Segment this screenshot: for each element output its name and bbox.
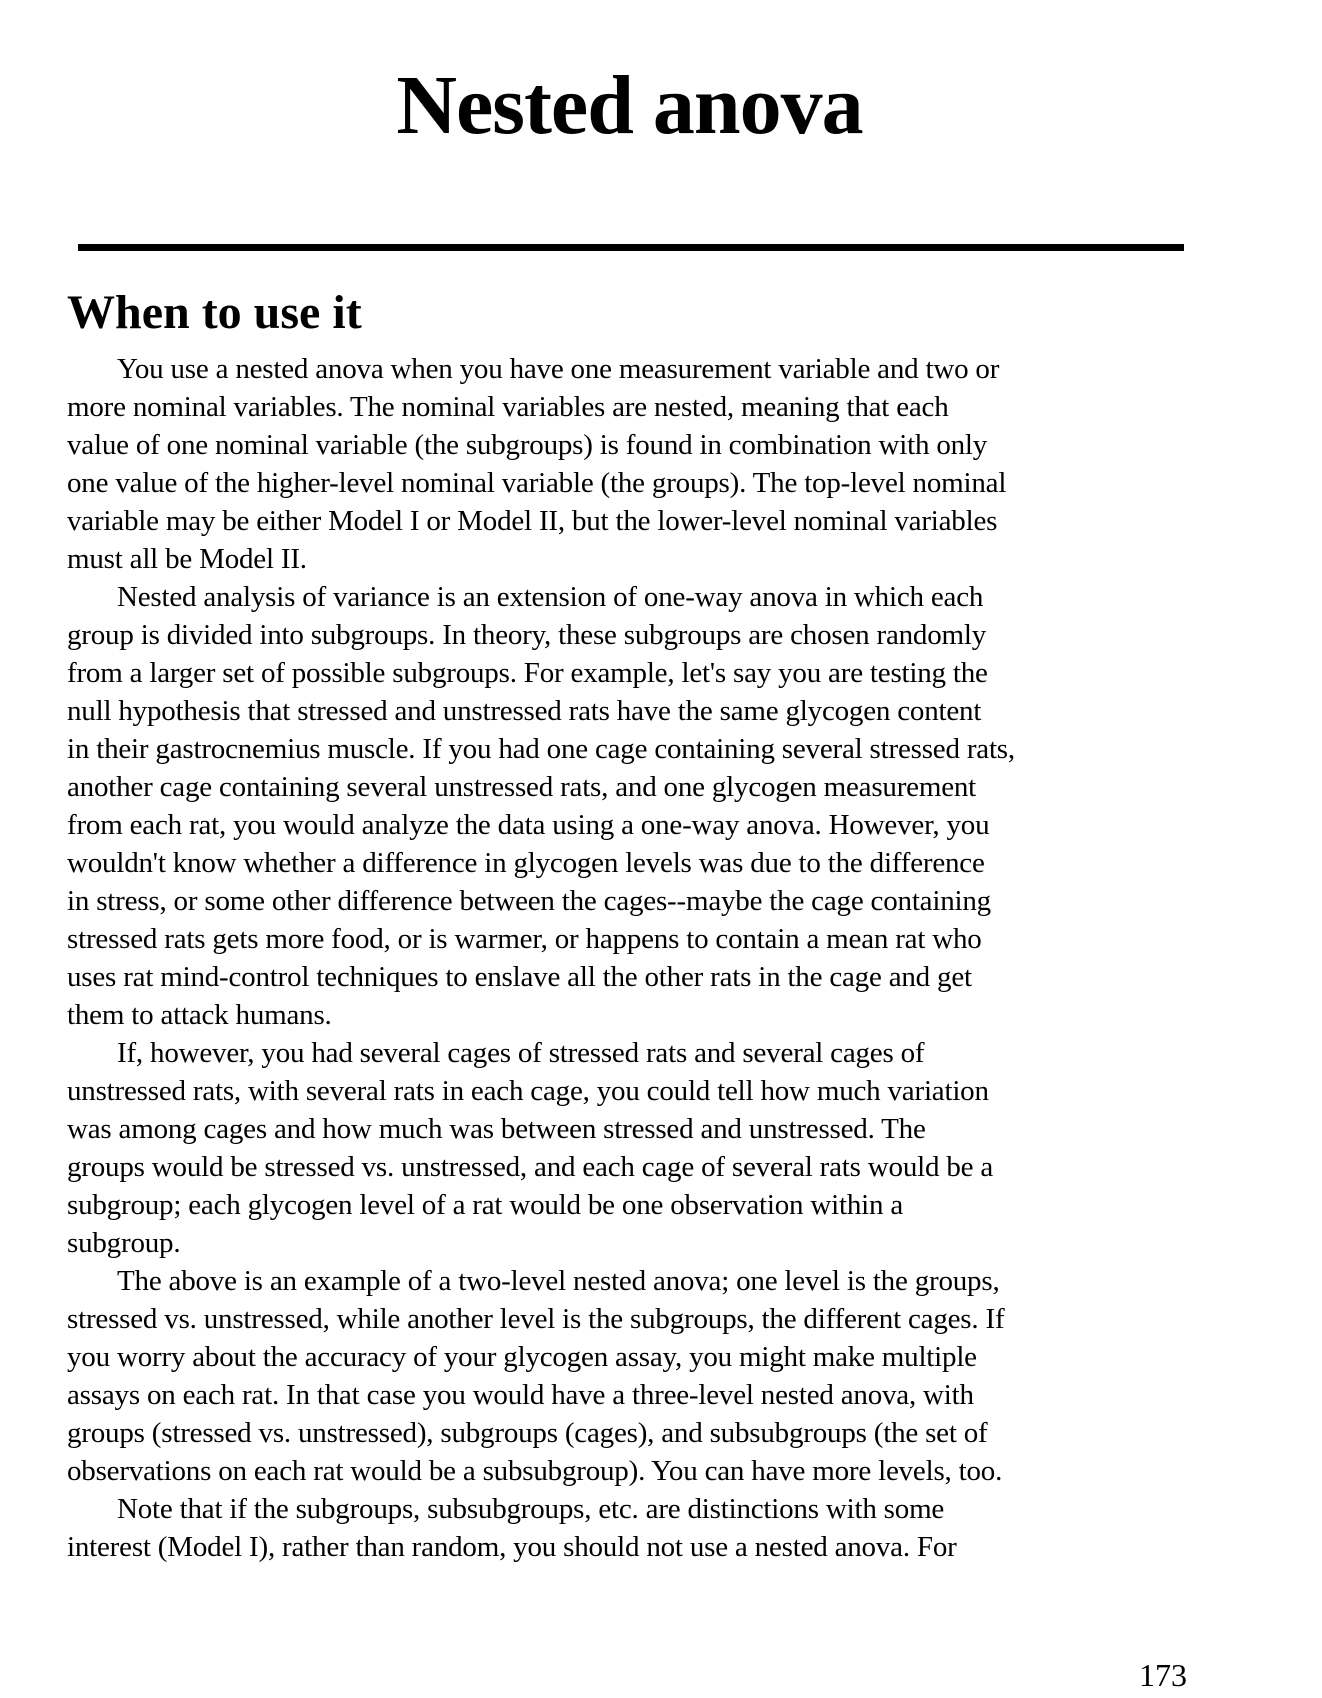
body-paragraph xyxy=(67,1262,1197,1490)
text-line: interest (Model I), rather than random, you should not use a nested anova. For xyxy=(67,1531,957,1563)
text-line: assays on each rat. In that case you would have a three-level nested anova, with xyxy=(67,1379,974,1411)
text-line: subgroup. xyxy=(67,1227,181,1259)
text-line: you worry about the accuracy of your glycogen assay, you might make multiple xyxy=(67,1341,977,1373)
text-line: value of one nominal variable (the subgroups) is found in combination with only xyxy=(67,429,988,461)
text-line: was among cages and how much was between stressed and unstressed. The xyxy=(67,1113,926,1145)
page-title: Nested anova xyxy=(396,59,863,152)
text-line: Note that if the subgroups, subsubgroups, etc. are distinctions with some xyxy=(117,1493,945,1525)
text-line: wouldn't know whether a difference in glycogen levels was due to the difference xyxy=(67,847,985,879)
text-line: You use a nested anova when you have one measurement variable and two or xyxy=(117,353,1000,385)
text-line: unstressed rats, with several rats in each cage, you could tell how much variation xyxy=(67,1075,989,1107)
body-paragraph xyxy=(67,1490,1197,1566)
body-paragraph xyxy=(67,350,1197,578)
text-line: uses rat mind-control techniques to enslave all the other rats in the cage and get xyxy=(67,961,972,993)
text-line: groups would be stressed vs. unstressed, and each cage of several rats would be a xyxy=(67,1151,994,1183)
body-text xyxy=(67,350,1197,1566)
text-line: The above is an example of a two-level nested anova; one level is the groups, xyxy=(117,1265,1000,1297)
section-heading: When to use it xyxy=(67,286,362,339)
text-line: more nominal variables. The nominal variables are nested, meaning that each xyxy=(67,391,949,423)
text-line: them to attack humans. xyxy=(67,999,332,1031)
text-line: observations on each rat would be a subsubgroup). You can have more levels, too. xyxy=(67,1455,1003,1487)
text-line: from a larger set of possible subgroups. For example, let's say you are testing the xyxy=(67,657,988,689)
text-line: If, however, you had several cages of stressed rats and several cages of xyxy=(117,1037,925,1069)
text-line: stressed vs. unstressed, while another level is the subgroups, the different cages. If xyxy=(67,1303,1005,1335)
text-line: subgroup; each glycogen level of a rat would be one observation within a xyxy=(67,1189,904,1221)
text-line: one value of the higher-level nominal variable (the groups). The top-level nominal xyxy=(67,467,1007,499)
text-line: group is divided into subgroups. In theory, these subgroups are chosen randomly xyxy=(67,619,987,651)
body-paragraph xyxy=(67,578,1197,1034)
text-line: null hypothesis that stressed and unstressed rats have the same glycogen content xyxy=(67,695,982,727)
text-line: Nested analysis of variance is an extension of one-way anova in which each xyxy=(117,581,984,613)
text-line: groups (stressed vs. unstressed), subgroups (cages), and subsubgroups (the set of xyxy=(67,1417,988,1449)
text-line: must all be Model II. xyxy=(67,543,307,575)
body-paragraph xyxy=(67,1034,1197,1262)
text-line: from each rat, you would analyze the data using a one-way anova. However, you xyxy=(67,809,990,841)
text-line: another cage containing several unstressed rats, and one glycogen measurement xyxy=(67,771,977,803)
text-line: in their gastrocnemius muscle. If you had one cage containing several stressed rats, xyxy=(67,733,1015,765)
text-line: stressed rats gets more food, or is warmer, or happens to contain a mean rat who xyxy=(67,923,982,955)
text-line: in stress, or some other difference between the cages--maybe the cage containing xyxy=(67,885,991,917)
title-divider xyxy=(78,244,1184,251)
text-line: variable may be either Model I or Model II, but the lower-level nominal variables xyxy=(67,505,998,537)
page-number: 173 xyxy=(1139,1657,1187,1693)
